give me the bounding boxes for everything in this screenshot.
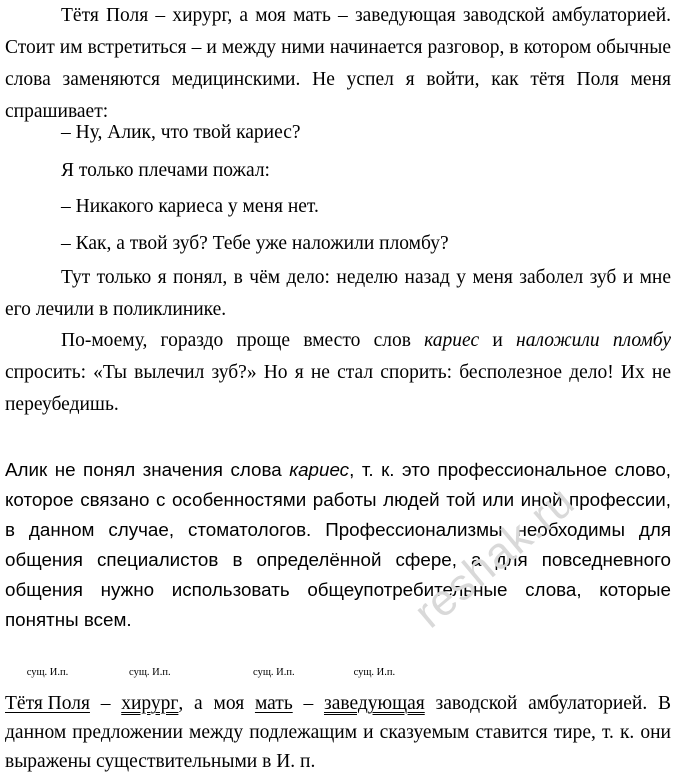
analysis-paragraph xyxy=(5,667,672,776)
term-filling: наложили пломбу xyxy=(516,330,672,351)
analysis-sep-2: , а моя xyxy=(178,693,255,714)
predicate-text-2: заведующая xyxy=(324,693,425,714)
subject-text: Тётя Поля xyxy=(5,693,90,714)
dialog-line-2-text: Я только плечами пожал: xyxy=(61,160,270,181)
subject-annotation-2: сущ. И.п. xyxy=(253,667,295,678)
analysis-sep-3: – xyxy=(292,693,324,714)
story-paragraph-3-part-b: и xyxy=(479,330,517,351)
dialog-line-4 xyxy=(5,228,671,260)
analysis-sep-1: – xyxy=(89,693,122,714)
predicate-text-1: хирург xyxy=(121,693,179,714)
story-paragraph-3-part-c: спросить: «Ты вылечил зуб?» Но я не стал спорить: бесполезное дело! Их не переубедишь. xyxy=(5,362,671,415)
story-paragraph-1-text: Тётя Поля – хирург, а моя мать – заведующая заводской амбулаторией. Стоит им встретиться – и между ними начинается разговор, в котором обычные слова заменяются медицинскими. Не успел я войти, как тётя Поля меня спрашивает: xyxy=(5,5,671,122)
story-paragraph-1 xyxy=(5,0,671,128)
explanation-part-a: Алик не понял значения слова xyxy=(5,459,290,480)
story-paragraph-3 xyxy=(5,325,671,421)
predicate-word-1 xyxy=(121,667,179,718)
story-paragraph-3-part-a: По-моему, гораздо проще вместо слов xyxy=(61,330,425,351)
subject-text-2: мать xyxy=(254,693,293,714)
explanation-term: кариес xyxy=(289,459,350,480)
dialog-line-3 xyxy=(5,191,671,223)
dialog-line-1 xyxy=(5,117,671,149)
predicate-annotation-2: сущ. И.п. xyxy=(353,667,396,678)
subject-annotation: сущ. И.п. xyxy=(26,667,69,678)
story-paragraph-2 xyxy=(5,262,671,326)
predicate-annotation-1: сущ. И.п. xyxy=(129,667,171,678)
dialog-line-1-text: – Ну, Алик, что твой кариес? xyxy=(61,122,301,143)
dialog-line-4-text: – Как, а твой зуб? Тебе уже наложили пломбу? xyxy=(61,233,449,254)
analysis-rest: заводской амбулаторией. В данном предложении между подлежащим и сказуемым ставится тире, т. к. они выражены существительными в И. п. xyxy=(5,693,672,772)
dialog-line-2 xyxy=(5,155,671,187)
watermark-logo: reshak.ru xyxy=(405,476,584,638)
explanation-paragraph xyxy=(5,455,671,635)
predicate-word-2 xyxy=(324,667,425,718)
dialog-line-3-text: – Никакого кариеса у меня нет. xyxy=(61,196,319,217)
explanation-part-b: , т. к. это профессиональное слово, которое связано с особенностями работы людей той или иной профессии, в данном случае, стоматологов. Профессионализмы необходимы для общения специалистов в определённой сфере, а для повседневного общения нужно использовать общеупотребительные слова, которые понятны всем. xyxy=(5,459,672,630)
subject-word-2 xyxy=(253,667,295,718)
story-paragraph-2-text: Тут только я понял, в чём дело: неделю назад у меня заболел зуб и мне его лечили в поликлинике. xyxy=(5,267,671,320)
subject-word xyxy=(5,667,90,718)
term-caries: кариес xyxy=(424,330,480,351)
